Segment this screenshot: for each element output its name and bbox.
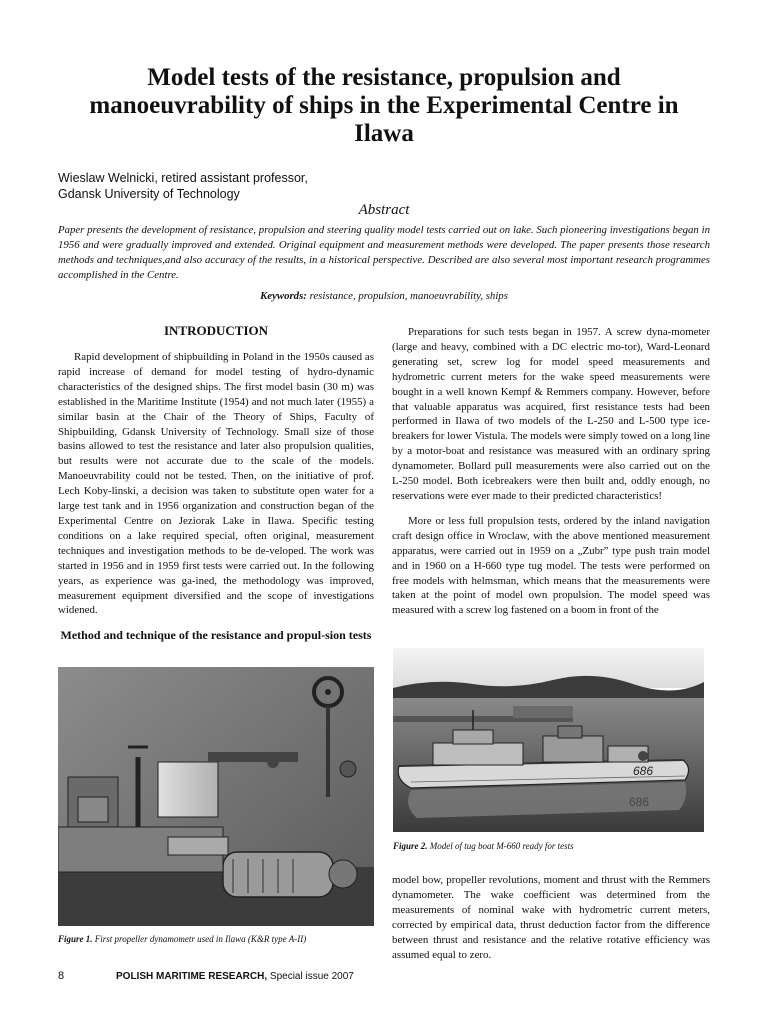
tug-equipment: [543, 736, 603, 762]
right-column-top: [392, 325, 710, 618]
keywords-label: Keywords:: [260, 290, 307, 302]
author-affiliation: Gdansk University of Technology: [58, 187, 240, 201]
body-paragraph-3: model bow, propeller revolutions, moment and thrust with the Remmers dynamometer. The wake coefficient was determined from the measurements of nominal wake with hydrometric current meters, corrected by empirical data, thrust deduction factor from the difference between thrust and resistance and the relative rotative efficiency was assumed equal to zero.: [392, 874, 710, 961]
abstract-heading: Abstract: [358, 202, 410, 218]
hull-number: 686: [633, 764, 654, 778]
recording-drum: [158, 762, 218, 817]
figure-1-label: Figure 1.: [58, 934, 93, 944]
figure-2-photo: [393, 648, 704, 832]
figure-1-photo: [58, 667, 374, 926]
introduction-heading: INTRODUCTION: [163, 323, 268, 338]
author-block: [58, 170, 558, 202]
figure-1-caption: [58, 933, 378, 945]
figure-1-caption-text: First propeller dynamometr used in Ilawa (K&R type A-II): [94, 934, 307, 944]
author-name: Wieslaw Welnicki, retired assistant professor,: [58, 171, 308, 185]
body-paragraph-1: Preparations for such tests began in 1957. A screw dyna-mometer (large and heavy, combined with a DC electric mo-tor), Ward-Leonard generating set, screw log for model speed measurements and hydrometric current meters for the wake speed measurements were bought in a well known Kempf & Remmers company. However, before that valuable apparatus was acquired, first resistance tests had been performed in Ilawa of two models of the L-250 and L-500 type ice-breakers for lower Vistula. The models were simply towed on a long line by a motor-boat and resistance was measured with an ordinary spring dynamometer. Bollard pull measurements were also carried out on the L-250 model. Both icebreakers were then built and, oddly enough, no reservations were ever made to their predicted characteristics!: [392, 326, 710, 502]
left-column: [58, 322, 374, 642]
hull-number-reflection: 686: [629, 795, 650, 809]
body-paragraph-2: More or less full propulsion tests, ordered by the inland navigation craft design office in Wroclaw, with the above mentioned measurement apparatus, were carried out in 1959 on a „Zubr” type push train model and in 1960 on a H-660 type tug model. The tests were performed on free models with helmsman, which means that the measurements were taken at the point of model own propulsion. The model speed was measured with a screw log fastened on a boom in front of the: [392, 514, 710, 617]
keywords-text: resistance, propulsion, manoeuvrability, ships: [309, 290, 508, 302]
tug-deckhouse: [433, 743, 523, 765]
figure-2-caption: [393, 840, 713, 852]
keywords-line: [0, 290, 768, 302]
introduction-paragraph: Rapid development of shipbuilding in Poland in the 1950s caused as rapid increase of demand for model testing of hydro-dynamic characteristics of the designed ships. The first model basin (30 m) was established in the Maritime Institute (1954) and not much later (1955) a similar basin at the Chair of the Theory of Ships, Faculty of Shipbuilding, Gdansk University of Technology. Small size of those basins allowed to test the resistance and later also propulsion qualities, but results were not accurate due to the scale of the models. Manoeuvrability could not be tested. Then, on the initiative of prof. Lech Koby-linski, a decision was taken to substitute open water for a large test tank and in 1956 organization and construction began of the Experimental Centre on Jeziorak Lake in Ilawa. Specific testing conditions on a lake required special, often original, measurement techniques and investigation methods to be de-veloped. The work was started in 1956 and in 1959 first tests were carried out. In the following years, as experience was ga-ined, the methodology was improved, measurement equipment diversified and the scope of investigations widened.: [58, 351, 374, 617]
figure-2-caption-text: Model of tug boat M-660 ready for tests: [429, 841, 574, 851]
right-column-bottom: [392, 873, 710, 962]
method-heading: Method and technique of the resistance and propul-sion tests: [60, 628, 372, 643]
journal-title: POLISH MARITIME RESEARCH,: [116, 971, 268, 982]
journal-issue: Special issue 2007: [269, 971, 354, 982]
page-number: 8: [58, 970, 65, 982]
abstract-text: Paper presents the development of resistance, propulsion and steering quality model tests carried out on lake. Such pioneering investigations began in 1956 and were gradually improved and extended. Original equipment and measurement methods were developed. The paper presents those research methods and techniques,and also accuracy of the results, in a historical perspective. Described are also several most important research programmes accomplished in the Centre.: [58, 224, 710, 281]
journal-name: [116, 971, 354, 982]
figure-2-label: Figure 2.: [393, 841, 428, 851]
paper-title: Model tests of the resistance, propulsion and manoeuvrability of ships in the Experimental Centre in Ilawa: [89, 64, 679, 147]
